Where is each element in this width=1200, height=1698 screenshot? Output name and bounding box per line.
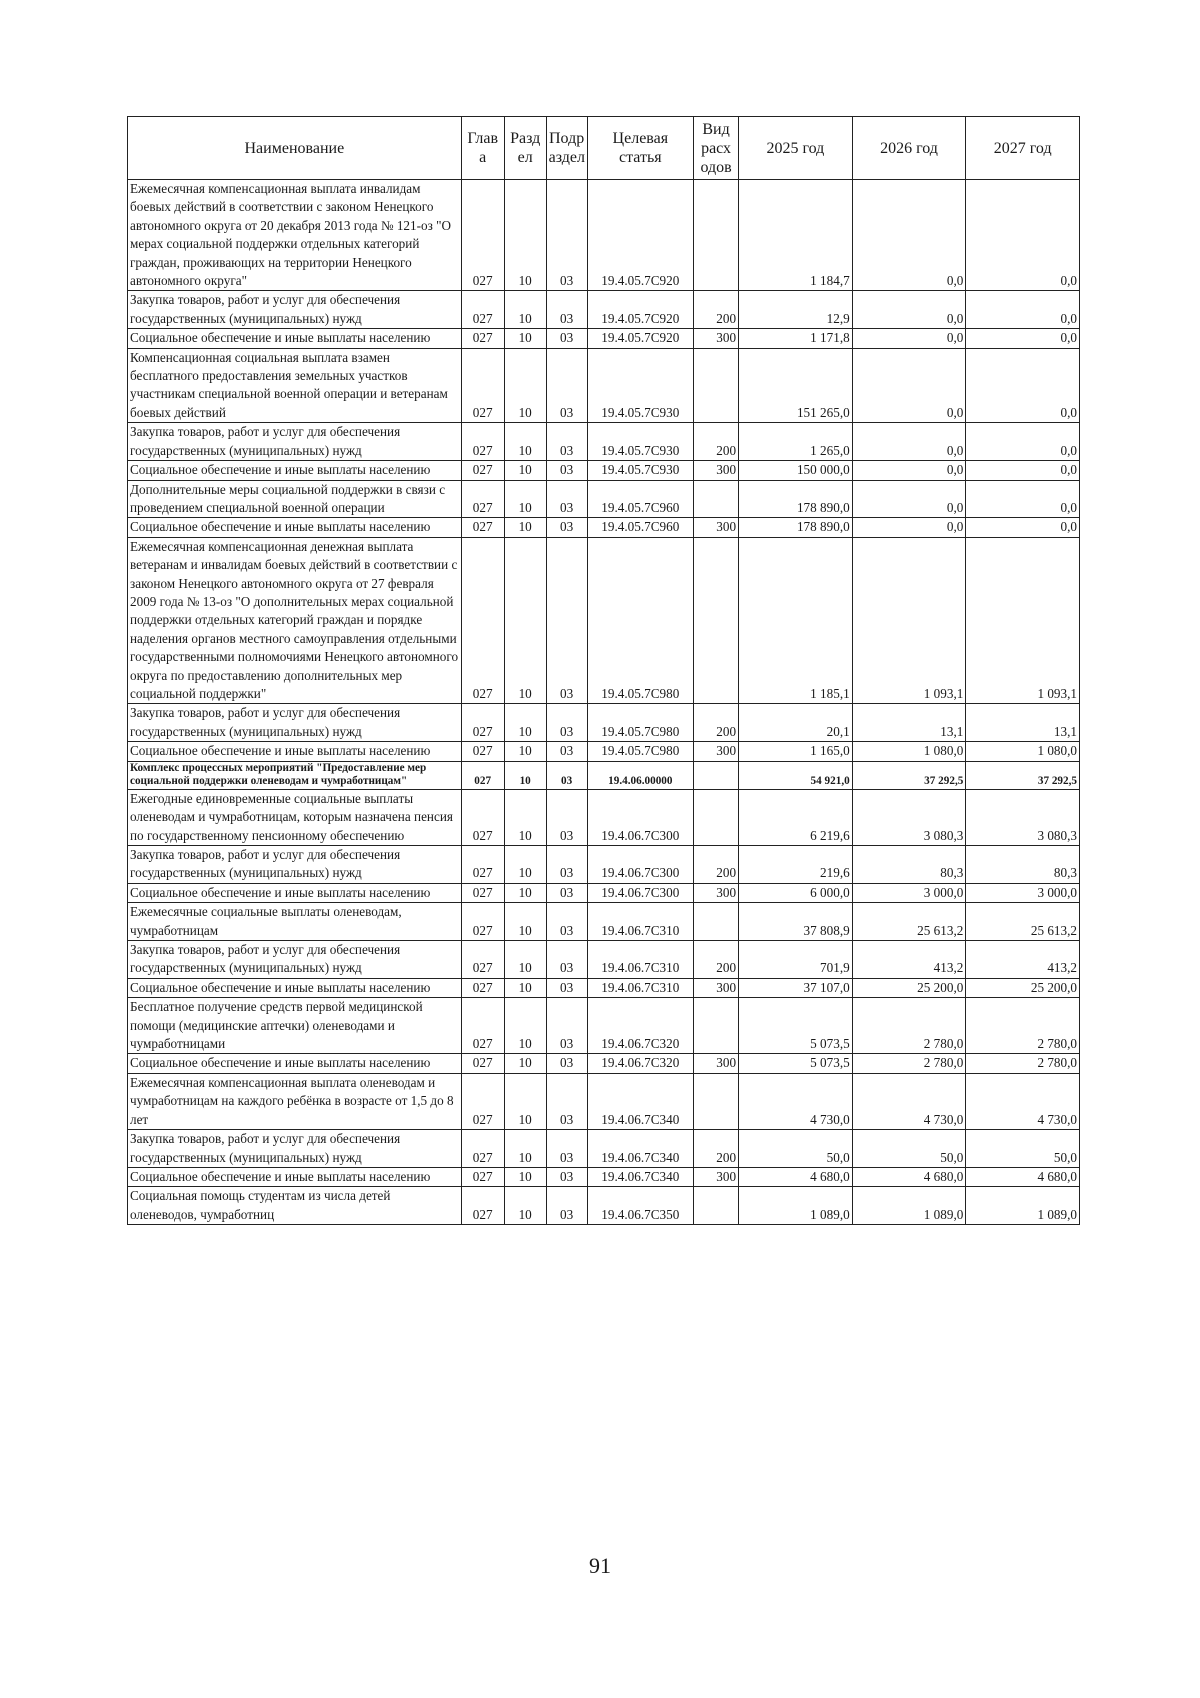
row-name: Закупка товаров, работ и услуг для обеспечения государственных (муниципальных) нужд: [128, 846, 462, 884]
row-target: 19.4.06.7С300: [587, 789, 693, 845]
row-razdel: 10: [504, 704, 546, 742]
row-razdel: 10: [504, 518, 546, 537]
row-2027: 1 089,0: [966, 1187, 1080, 1225]
row-2025: 37 808,9: [739, 903, 853, 941]
row-vid: 200: [694, 941, 739, 979]
table-row: [128, 423, 1080, 461]
row-2026: 0,0: [852, 480, 966, 518]
row-podrazdel: 03: [546, 1167, 587, 1186]
row-podrazdel: 03: [546, 348, 587, 423]
row-name: Социальное обеспечение и иные выплаты населению: [128, 742, 462, 761]
row-target: 19.4.05.7С930: [587, 461, 693, 480]
table-row: [128, 742, 1080, 761]
row-2026: 37 292,5: [852, 761, 966, 789]
row-vid: [694, 537, 739, 704]
row-2025: 150 000,0: [739, 461, 853, 480]
row-vid: [694, 789, 739, 845]
row-podrazdel: 03: [546, 537, 587, 704]
table-row: [128, 180, 1080, 291]
row-2027: 0,0: [966, 348, 1080, 423]
row-vid: 200: [694, 846, 739, 884]
row-2025: 701,9: [739, 941, 853, 979]
row-2027: 1 080,0: [966, 742, 1080, 761]
row-target: 19.4.06.00000: [587, 761, 693, 789]
row-target: 19.4.05.7С980: [587, 742, 693, 761]
row-vid: 300: [694, 1054, 739, 1073]
row-2025: 1 265,0: [739, 423, 853, 461]
row-target: 19.4.05.7С930: [587, 423, 693, 461]
table-row: [128, 329, 1080, 348]
row-razdel: 10: [504, 291, 546, 329]
row-2025: 1 089,0: [739, 1187, 853, 1225]
row-glava: 027: [461, 180, 504, 291]
row-name: Социальное обеспечение и иные выплаты населению: [128, 329, 462, 348]
row-2027: 25 613,2: [966, 903, 1080, 941]
header-glava: Глав а: [461, 117, 504, 180]
row-2027: 0,0: [966, 329, 1080, 348]
row-vid: [694, 903, 739, 941]
row-razdel: 10: [504, 423, 546, 461]
row-2027: 3 080,3: [966, 789, 1080, 845]
row-vid: 200: [694, 704, 739, 742]
row-name: Ежегодные единовременные социальные выплаты оленеводам и чумработницам, которым назначена пенсия по государственному пенсионному обеспечению: [128, 789, 462, 845]
row-razdel: 10: [504, 180, 546, 291]
row-2025: 1 171,8: [739, 329, 853, 348]
table-row: [128, 537, 1080, 704]
row-2026: 80,3: [852, 846, 966, 884]
row-name: Ежемесячные социальные выплаты оленеводам, чумработницам: [128, 903, 462, 941]
row-2026: 2 780,0: [852, 1054, 966, 1073]
row-glava: 027: [461, 742, 504, 761]
row-podrazdel: 03: [546, 761, 587, 789]
row-glava: 027: [461, 518, 504, 537]
row-name: Ежемесячная компенсационная выплата оленеводам и чумработницам на каждого ребёнка в возрасте от 1,5 до 8 лет: [128, 1073, 462, 1129]
row-name: Социальное обеспечение и иные выплаты населению: [128, 1054, 462, 1073]
row-glava: 027: [461, 761, 504, 789]
row-vid: 300: [694, 329, 739, 348]
row-podrazdel: 03: [546, 742, 587, 761]
row-2025: 6 219,6: [739, 789, 853, 845]
row-vid: [694, 761, 739, 789]
table-row: [128, 518, 1080, 537]
row-target: 19.4.05.7С930: [587, 348, 693, 423]
row-2027: 0,0: [966, 423, 1080, 461]
table-row: [128, 789, 1080, 845]
row-vid: [694, 998, 739, 1054]
row-vid: [694, 348, 739, 423]
row-2025: 219,6: [739, 846, 853, 884]
row-2027: 4 730,0: [966, 1073, 1080, 1129]
row-vid: 300: [694, 518, 739, 537]
row-2027: 4 680,0: [966, 1167, 1080, 1186]
row-2026: 0,0: [852, 329, 966, 348]
row-podrazdel: 03: [546, 704, 587, 742]
row-2026: 2 780,0: [852, 998, 966, 1054]
table-row: [128, 883, 1080, 902]
row-2027: 2 780,0: [966, 1054, 1080, 1073]
row-razdel: 10: [504, 978, 546, 997]
row-2026: 1 089,0: [852, 1187, 966, 1225]
row-2027: 1 093,1: [966, 537, 1080, 704]
row-glava: 027: [461, 704, 504, 742]
row-2025: 1 184,7: [739, 180, 853, 291]
row-name: Социальная помощь студентам из числа детей оленеводов, чумработниц: [128, 1187, 462, 1225]
row-glava: 027: [461, 329, 504, 348]
row-2025: 1 185,1: [739, 537, 853, 704]
row-2025: 37 107,0: [739, 978, 853, 997]
row-name: Ежемесячная компенсационная денежная выплата ветеранам и инвалидам боевых действий в соответствии с законом Ненецкого автономного округа от 27 февраля 2009 года № 13-оз "О дополнительных мерах социальной поддержки отдельных категорий граждан и порядке наделения органов местного самоуправления отдельными государственными полномочиями Ненецкого автономного округа по предоставлению дополнительных мер социальной поддержки": [128, 537, 462, 704]
row-vid: 200: [694, 423, 739, 461]
header-name: Наименование: [128, 117, 462, 180]
row-2026: 4 730,0: [852, 1073, 966, 1129]
row-vid: [694, 480, 739, 518]
row-name: Комплекс процессных мероприятий "Предоставление мер социальной поддержки оленеводам и чумработницам": [128, 761, 462, 789]
row-target: 19.4.06.7С340: [587, 1167, 693, 1186]
header-vid: Вид расх одов: [694, 117, 739, 180]
table-row: [128, 903, 1080, 941]
row-target: 19.4.06.7С340: [587, 1130, 693, 1168]
row-podrazdel: 03: [546, 461, 587, 480]
page-number: 91: [589, 1553, 611, 1578]
row-2026: 1 080,0: [852, 742, 966, 761]
row-2026: 25 200,0: [852, 978, 966, 997]
row-target: 19.4.06.7С300: [587, 883, 693, 902]
header-target: Целевая статья: [587, 117, 693, 180]
row-razdel: 10: [504, 480, 546, 518]
row-vid: [694, 180, 739, 291]
row-2027: 0,0: [966, 180, 1080, 291]
row-2026: 13,1: [852, 704, 966, 742]
row-vid: 200: [694, 1130, 739, 1168]
row-podrazdel: 03: [546, 1054, 587, 1073]
row-2027: 37 292,5: [966, 761, 1080, 789]
table-row: [128, 1187, 1080, 1225]
row-glava: 027: [461, 846, 504, 884]
row-podrazdel: 03: [546, 423, 587, 461]
row-2026: 0,0: [852, 180, 966, 291]
row-2026: 0,0: [852, 518, 966, 537]
row-glava: 027: [461, 537, 504, 704]
row-podrazdel: 03: [546, 883, 587, 902]
table-row: [128, 846, 1080, 884]
table-body: [128, 180, 1080, 1225]
row-2027: 0,0: [966, 480, 1080, 518]
row-podrazdel: 03: [546, 1130, 587, 1168]
row-2027: 2 780,0: [966, 998, 1080, 1054]
row-glava: 027: [461, 1130, 504, 1168]
row-target: 19.4.05.7С920: [587, 180, 693, 291]
row-podrazdel: 03: [546, 1073, 587, 1129]
row-podrazdel: 03: [546, 846, 587, 884]
row-target: 19.4.05.7С980: [587, 537, 693, 704]
row-name: Бесплатное получение средств первой медицинской помощи (медицинские аптечки) оленеводами и чумработницами: [128, 998, 462, 1054]
row-razdel: 10: [504, 1167, 546, 1186]
row-vid: 300: [694, 978, 739, 997]
row-target: 19.4.06.7С310: [587, 978, 693, 997]
row-2026: 4 680,0: [852, 1167, 966, 1186]
row-podrazdel: 03: [546, 480, 587, 518]
row-razdel: 10: [504, 537, 546, 704]
row-2026: 0,0: [852, 461, 966, 480]
row-name: Закупка товаров, работ и услуг для обеспечения государственных (муниципальных) нужд: [128, 704, 462, 742]
row-razdel: 10: [504, 742, 546, 761]
row-name: Социальное обеспечение и иные выплаты населению: [128, 883, 462, 902]
row-target: 19.4.06.7С320: [587, 1054, 693, 1073]
row-glava: 027: [461, 461, 504, 480]
header-2027: 2027 год: [966, 117, 1080, 180]
row-glava: 027: [461, 291, 504, 329]
table-row: [128, 348, 1080, 423]
row-glava: 027: [461, 480, 504, 518]
row-razdel: 10: [504, 903, 546, 941]
table-row: [128, 704, 1080, 742]
row-podrazdel: 03: [546, 329, 587, 348]
row-razdel: 10: [504, 883, 546, 902]
row-razdel: 10: [504, 1054, 546, 1073]
row-2026: 0,0: [852, 291, 966, 329]
row-2025: 4 680,0: [739, 1167, 853, 1186]
row-target: 19.4.06.7С310: [587, 903, 693, 941]
row-razdel: 10: [504, 1130, 546, 1168]
row-razdel: 10: [504, 998, 546, 1054]
row-podrazdel: 03: [546, 180, 587, 291]
row-glava: 027: [461, 1054, 504, 1073]
row-target: 19.4.05.7С960: [587, 518, 693, 537]
table-row: [128, 1130, 1080, 1168]
table-row: [128, 291, 1080, 329]
table-header-row: [128, 117, 1080, 180]
row-target: 19.4.06.7С350: [587, 1187, 693, 1225]
table-row: [128, 941, 1080, 979]
row-2025: 1 165,0: [739, 742, 853, 761]
header-razdel: Разд ел: [504, 117, 546, 180]
table-row: [128, 461, 1080, 480]
row-razdel: 10: [504, 348, 546, 423]
table-row: [128, 1054, 1080, 1073]
row-2025: 178 890,0: [739, 518, 853, 537]
row-podrazdel: 03: [546, 903, 587, 941]
row-2027: 80,3: [966, 846, 1080, 884]
row-glava: 027: [461, 883, 504, 902]
row-target: 19.4.05.7С920: [587, 291, 693, 329]
row-podrazdel: 03: [546, 291, 587, 329]
row-2026: 50,0: [852, 1130, 966, 1168]
row-name: Закупка товаров, работ и услуг для обеспечения государственных (муниципальных) нужд: [128, 423, 462, 461]
row-2025: 178 890,0: [739, 480, 853, 518]
row-2027: 0,0: [966, 291, 1080, 329]
row-2025: 5 073,5: [739, 1054, 853, 1073]
row-2026: 3 000,0: [852, 883, 966, 902]
row-vid: 300: [694, 461, 739, 480]
row-podrazdel: 03: [546, 998, 587, 1054]
row-target: 19.4.06.7С300: [587, 846, 693, 884]
row-name: Компенсационная социальная выплата взамен бесплатного предоставления земельных участков участникам специальной военной операции и ветеранам боевых действий: [128, 348, 462, 423]
row-2025: 20,1: [739, 704, 853, 742]
budget-table: [127, 116, 1080, 1225]
row-target: 19.4.05.7С960: [587, 480, 693, 518]
row-2025: 5 073,5: [739, 998, 853, 1054]
row-target: 19.4.06.7С340: [587, 1073, 693, 1129]
row-podrazdel: 03: [546, 978, 587, 997]
row-name: Дополнительные меры социальной поддержки в связи с проведением специальной военной операции: [128, 480, 462, 518]
header-2025: 2025 год: [739, 117, 853, 180]
row-2026: 0,0: [852, 423, 966, 461]
row-vid: [694, 1073, 739, 1129]
row-glava: 027: [461, 998, 504, 1054]
row-razdel: 10: [504, 846, 546, 884]
row-2025: 54 921,0: [739, 761, 853, 789]
row-name: Ежемесячная компенсационная выплата инвалидам боевых действий в соответствии с законом Ненецкого автономного округа от 20 декабря 2013 года № 121-оз "О мерах социальной поддержки отдельных категорий граждан, проживающих на территории Ненецкого автономного округа": [128, 180, 462, 291]
row-vid: 300: [694, 742, 739, 761]
row-2027: 3 000,0: [966, 883, 1080, 902]
table-row: [128, 1073, 1080, 1129]
row-podrazdel: 03: [546, 941, 587, 979]
row-glava: 027: [461, 423, 504, 461]
row-2025: 151 265,0: [739, 348, 853, 423]
row-podrazdel: 03: [546, 1187, 587, 1225]
row-2027: 413,2: [966, 941, 1080, 979]
row-razdel: 10: [504, 461, 546, 480]
row-2026: 413,2: [852, 941, 966, 979]
row-target: 19.4.05.7С980: [587, 704, 693, 742]
header-2026: 2026 год: [852, 117, 966, 180]
row-2025: 4 730,0: [739, 1073, 853, 1129]
row-2027: 50,0: [966, 1130, 1080, 1168]
row-target: 19.4.06.7С320: [587, 998, 693, 1054]
table-row: [128, 978, 1080, 997]
row-razdel: 10: [504, 761, 546, 789]
row-2026: 0,0: [852, 348, 966, 423]
row-name: Закупка товаров, работ и услуг для обеспечения государственных (муниципальных) нужд: [128, 291, 462, 329]
row-2026: 1 093,1: [852, 537, 966, 704]
row-name: Закупка товаров, работ и услуг для обеспечения государственных (муниципальных) нужд: [128, 941, 462, 979]
row-glava: 027: [461, 941, 504, 979]
row-podrazdel: 03: [546, 518, 587, 537]
row-2027: 13,1: [966, 704, 1080, 742]
row-name: Закупка товаров, работ и услуг для обеспечения государственных (муниципальных) нужд: [128, 1130, 462, 1168]
row-2027: 0,0: [966, 461, 1080, 480]
row-vid: 300: [694, 883, 739, 902]
table-row: [128, 761, 1080, 789]
row-razdel: 10: [504, 941, 546, 979]
table-row: [128, 998, 1080, 1054]
row-name: Социальное обеспечение и иные выплаты населению: [128, 461, 462, 480]
row-glava: 027: [461, 1073, 504, 1129]
row-glava: 027: [461, 789, 504, 845]
table-row: [128, 1167, 1080, 1186]
row-razdel: 10: [504, 329, 546, 348]
row-glava: 027: [461, 348, 504, 423]
row-vid: 300: [694, 1167, 739, 1186]
row-razdel: 10: [504, 1073, 546, 1129]
row-name: Социальное обеспечение и иные выплаты населению: [128, 518, 462, 537]
row-podrazdel: 03: [546, 789, 587, 845]
row-vid: 200: [694, 291, 739, 329]
row-glava: 027: [461, 903, 504, 941]
row-razdel: 10: [504, 1187, 546, 1225]
row-2026: 3 080,3: [852, 789, 966, 845]
row-target: 19.4.05.7С920: [587, 329, 693, 348]
header-podrazdel: Подр аздел: [546, 117, 587, 180]
row-glava: 027: [461, 1167, 504, 1186]
row-vid: [694, 1187, 739, 1225]
row-razdel: 10: [504, 789, 546, 845]
row-2025: 50,0: [739, 1130, 853, 1168]
row-2025: 12,9: [739, 291, 853, 329]
row-2025: 6 000,0: [739, 883, 853, 902]
row-glava: 027: [461, 978, 504, 997]
row-glava: 027: [461, 1187, 504, 1225]
table-row: [128, 480, 1080, 518]
row-name: Социальное обеспечение и иные выплаты населению: [128, 978, 462, 997]
row-2027: 25 200,0: [966, 978, 1080, 997]
row-2026: 25 613,2: [852, 903, 966, 941]
row-2027: 0,0: [966, 518, 1080, 537]
row-name: Социальное обеспечение и иные выплаты населению: [128, 1167, 462, 1186]
row-target: 19.4.06.7С310: [587, 941, 693, 979]
